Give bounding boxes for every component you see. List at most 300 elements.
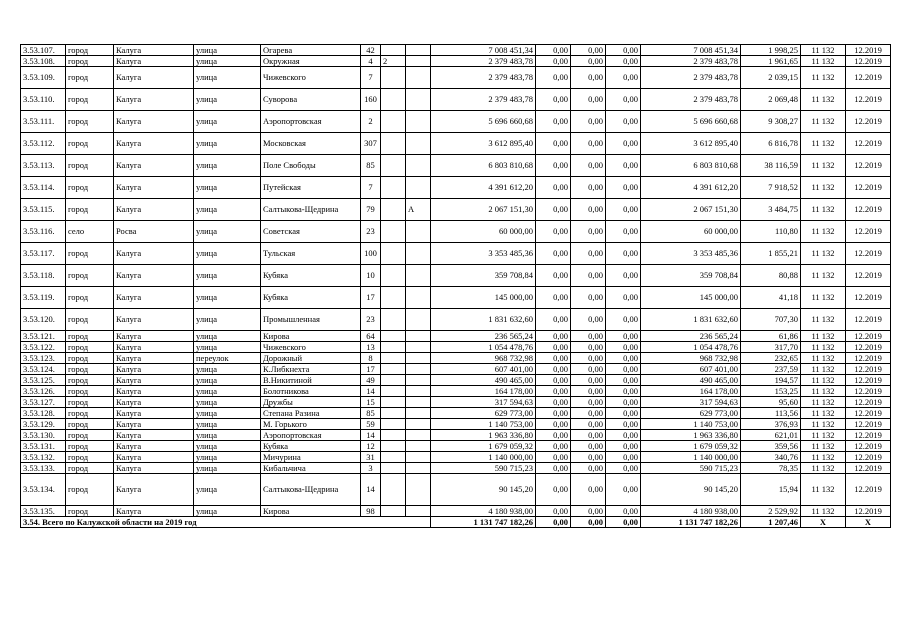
- cell-settlement-type: город: [66, 474, 114, 506]
- cell-street: Чижевского: [261, 67, 361, 89]
- cell-limit: 11 132: [801, 506, 846, 517]
- cell-settlement-type: город: [66, 353, 114, 364]
- table-row: [21, 463, 891, 474]
- cell-col-d: 3 353 485,36: [641, 243, 741, 265]
- cell-total-cost: 1 963 336,80: [431, 430, 536, 441]
- cell-settlement: Калуга: [114, 397, 194, 408]
- cell-col-a: 0,00: [536, 430, 571, 441]
- cell-settlement: Калуга: [114, 506, 194, 517]
- cell-house: 13: [361, 342, 381, 353]
- cell-house: 3: [361, 463, 381, 474]
- cell-col-a: 0,00: [536, 441, 571, 452]
- cell-date: 12.2019: [846, 397, 891, 408]
- cell-id: 3.53.108.: [21, 56, 66, 67]
- cell-total-cost: 4 391 612,20: [431, 177, 536, 199]
- table-row: [21, 386, 891, 397]
- cell-date: 12.2019: [846, 353, 891, 364]
- cell-building: [381, 452, 406, 463]
- table-row: [21, 506, 891, 517]
- cell-building: [381, 408, 406, 419]
- cell-house: 307: [361, 133, 381, 155]
- cell-date: 12.2019: [846, 309, 891, 331]
- cell-col-d: 4 180 938,00: [641, 506, 741, 517]
- cell-col-b: 0,00: [571, 199, 606, 221]
- cell-house: 2: [361, 111, 381, 133]
- cell-col-d: 490 465,00: [641, 375, 741, 386]
- cell-limit: 11 132: [801, 430, 846, 441]
- cell-cost-per-m2: 110,80: [741, 221, 801, 243]
- cell-col-d: 236 565,24: [641, 331, 741, 342]
- cell-building: 2: [381, 56, 406, 67]
- cell-house: 23: [361, 221, 381, 243]
- cell-cost-per-m2: 2 529,92: [741, 506, 801, 517]
- cell-col-a: 0,00: [536, 243, 571, 265]
- cell-street-type: улица: [194, 463, 261, 474]
- cell-letter: [406, 474, 431, 506]
- cell-col-c: 0,00: [606, 177, 641, 199]
- cell-building: [381, 419, 406, 430]
- cell-col-b: 0,00: [571, 331, 606, 342]
- table-row: [21, 221, 891, 243]
- cell-letter: [406, 506, 431, 517]
- cell-limit: 11 132: [801, 342, 846, 353]
- cell-settlement-type: город: [66, 67, 114, 89]
- cell-col-a: 0,00: [536, 45, 571, 56]
- cell-id: 3.53.107.: [21, 45, 66, 56]
- table-row: [21, 133, 891, 155]
- cell-total-cost: 1 140 753,00: [431, 419, 536, 430]
- cell-letter: [406, 375, 431, 386]
- cell-settlement: Калуга: [114, 331, 194, 342]
- cell-building: [381, 386, 406, 397]
- cell-limit: 11 132: [801, 265, 846, 287]
- cell-house: 23: [361, 309, 381, 331]
- cell-total-cost: 1 140 000,00: [431, 452, 536, 463]
- cell-house: 10: [361, 265, 381, 287]
- cell-col-c: 0,00: [606, 386, 641, 397]
- cell-settlement: Калуга: [114, 474, 194, 506]
- cell-id: 3.53.120.: [21, 309, 66, 331]
- cell-date: 12.2019: [846, 408, 891, 419]
- cell-col-c: 0,00: [606, 287, 641, 309]
- cell-id: 3.53.129.: [21, 419, 66, 430]
- cell-street-type: улица: [194, 199, 261, 221]
- cell-col-a: 0,00: [536, 265, 571, 287]
- cell-id: 3.53.128.: [21, 408, 66, 419]
- cell-street-type: улица: [194, 331, 261, 342]
- cell-col-b: 0,00: [571, 177, 606, 199]
- cell-building: [381, 133, 406, 155]
- cell-cost-per-m2: 2 069,48: [741, 89, 801, 111]
- cell-building: [381, 331, 406, 342]
- cell-building: [381, 111, 406, 133]
- cell-settlement-type: город: [66, 386, 114, 397]
- cell-col-b: 0,00: [571, 506, 606, 517]
- cell-letter: [406, 397, 431, 408]
- cell-settlement-type: город: [66, 155, 114, 177]
- cell-settlement: Калуга: [114, 287, 194, 309]
- cell-settlement: Калуга: [114, 342, 194, 353]
- cell-street-type: улица: [194, 265, 261, 287]
- cell-date: 12.2019: [846, 463, 891, 474]
- cell-house: 42: [361, 45, 381, 56]
- cell-id: 3.53.127.: [21, 397, 66, 408]
- table-row: [21, 111, 891, 133]
- cell-settlement: Калуга: [114, 375, 194, 386]
- cell-letter: [406, 67, 431, 89]
- cell-date: 12.2019: [846, 441, 891, 452]
- cell-col-c: 0,00: [606, 375, 641, 386]
- total-limit: X: [801, 517, 846, 528]
- cell-id: 3.53.131.: [21, 441, 66, 452]
- cell-street: Салтыкова-Щедрина: [261, 474, 361, 506]
- cell-building: [381, 474, 406, 506]
- table-row: [21, 342, 891, 353]
- table-row: [21, 67, 891, 89]
- cell-cost-per-m2: 41,18: [741, 287, 801, 309]
- cell-date: 12.2019: [846, 89, 891, 111]
- cell-cost-per-m2: 237,59: [741, 364, 801, 375]
- cell-id: 3.53.116.: [21, 221, 66, 243]
- cell-limit: 11 132: [801, 397, 846, 408]
- cell-settlement: Калуга: [114, 111, 194, 133]
- cell-limit: 11 132: [801, 331, 846, 342]
- cell-letter: [406, 452, 431, 463]
- total-total-cost: 1 131 747 182,26: [431, 517, 536, 528]
- cell-date: 12.2019: [846, 265, 891, 287]
- cell-cost-per-m2: 232,65: [741, 353, 801, 364]
- cell-house: 4: [361, 56, 381, 67]
- cell-limit: 11 132: [801, 56, 846, 67]
- cell-col-b: 0,00: [571, 265, 606, 287]
- cell-street-type: улица: [194, 452, 261, 463]
- cell-street-type: улица: [194, 375, 261, 386]
- cell-col-d: 2 379 483,78: [641, 67, 741, 89]
- cell-col-b: 0,00: [571, 419, 606, 430]
- cell-cost-per-m2: 7 918,52: [741, 177, 801, 199]
- cell-letter: [406, 111, 431, 133]
- cell-settlement: Калуга: [114, 133, 194, 155]
- cell-settlement: Калуга: [114, 452, 194, 463]
- cell-letter: [406, 342, 431, 353]
- table-row: [21, 452, 891, 463]
- table-row: [21, 441, 891, 452]
- cell-house: 85: [361, 155, 381, 177]
- cell-house: 14: [361, 474, 381, 506]
- cell-letter: [406, 221, 431, 243]
- cell-total-cost: 590 715,23: [431, 463, 536, 474]
- cell-cost-per-m2: 61,86: [741, 331, 801, 342]
- cell-col-d: 164 178,00: [641, 386, 741, 397]
- table-row: [21, 331, 891, 342]
- cell-col-b: 0,00: [571, 342, 606, 353]
- cell-col-a: 0,00: [536, 309, 571, 331]
- cell-col-c: 0,00: [606, 419, 641, 430]
- cell-total-cost: 2 379 483,78: [431, 89, 536, 111]
- cell-letter: [406, 441, 431, 452]
- cell-house: 17: [361, 364, 381, 375]
- cell-date: 12.2019: [846, 155, 891, 177]
- table-row: [21, 287, 891, 309]
- cell-settlement-type: город: [66, 408, 114, 419]
- cell-col-a: 0,00: [536, 463, 571, 474]
- cell-cost-per-m2: 95,60: [741, 397, 801, 408]
- table-row: [21, 56, 891, 67]
- cell-col-b: 0,00: [571, 474, 606, 506]
- cell-total-cost: 2 067 151,30: [431, 199, 536, 221]
- cell-col-d: 1 054 478,76: [641, 342, 741, 353]
- cell-letter: [406, 177, 431, 199]
- cell-limit: 11 132: [801, 133, 846, 155]
- cell-id: 3.53.118.: [21, 265, 66, 287]
- cell-limit: 11 132: [801, 67, 846, 89]
- cell-id: 3.53.109.: [21, 67, 66, 89]
- table-row: [21, 309, 891, 331]
- cell-street-type: улица: [194, 408, 261, 419]
- table-row: [21, 375, 891, 386]
- cell-date: 12.2019: [846, 474, 891, 506]
- cell-col-d: 145 000,00: [641, 287, 741, 309]
- cell-street-type: улица: [194, 111, 261, 133]
- cell-settlement-type: город: [66, 265, 114, 287]
- cell-street-type: улица: [194, 419, 261, 430]
- total-col-d: 1 131 747 182,26: [641, 517, 741, 528]
- table-row: [21, 474, 891, 506]
- cell-street-type: улица: [194, 309, 261, 331]
- cell-building: [381, 375, 406, 386]
- cell-id: 3.53.124.: [21, 364, 66, 375]
- total-label: 3.54. Всего по Калужской области на 2019 год: [21, 517, 431, 528]
- cell-street-type: улица: [194, 430, 261, 441]
- cell-col-a: 0,00: [536, 221, 571, 243]
- cell-col-c: 0,00: [606, 331, 641, 342]
- cell-col-a: 0,00: [536, 386, 571, 397]
- cell-limit: 11 132: [801, 45, 846, 56]
- cell-col-b: 0,00: [571, 287, 606, 309]
- cell-col-b: 0,00: [571, 155, 606, 177]
- cell-street-type: улица: [194, 45, 261, 56]
- cell-building: [381, 353, 406, 364]
- cell-letter: [406, 56, 431, 67]
- cell-col-b: 0,00: [571, 56, 606, 67]
- cell-settlement-type: город: [66, 375, 114, 386]
- cell-total-cost: 1 679 059,32: [431, 441, 536, 452]
- cell-cost-per-m2: 6 816,78: [741, 133, 801, 155]
- cell-street: Окружная: [261, 56, 361, 67]
- cell-settlement: Калуга: [114, 419, 194, 430]
- table-row: [21, 364, 891, 375]
- cell-col-c: 0,00: [606, 133, 641, 155]
- cell-total-cost: 3 612 895,40: [431, 133, 536, 155]
- cell-id: 3.53.112.: [21, 133, 66, 155]
- cell-limit: 11 132: [801, 474, 846, 506]
- cell-limit: 11 132: [801, 89, 846, 111]
- cell-street-type: улица: [194, 397, 261, 408]
- cell-street: Аэропортовская: [261, 430, 361, 441]
- cell-col-d: 359 708,84: [641, 265, 741, 287]
- cell-col-a: 0,00: [536, 397, 571, 408]
- cell-col-c: 0,00: [606, 199, 641, 221]
- cell-date: 12.2019: [846, 364, 891, 375]
- cell-settlement-type: город: [66, 287, 114, 309]
- cell-date: 12.2019: [846, 331, 891, 342]
- cell-col-b: 0,00: [571, 408, 606, 419]
- cell-limit: 11 132: [801, 441, 846, 452]
- cell-col-a: 0,00: [536, 452, 571, 463]
- cell-col-a: 0,00: [536, 331, 571, 342]
- cell-street-type: улица: [194, 506, 261, 517]
- cell-house: 98: [361, 506, 381, 517]
- cell-street: Поле Свободы: [261, 155, 361, 177]
- cell-building: [381, 342, 406, 353]
- cell-col-b: 0,00: [571, 463, 606, 474]
- cell-id: 3.53.115.: [21, 199, 66, 221]
- cell-street-type: улица: [194, 441, 261, 452]
- cell-date: 12.2019: [846, 177, 891, 199]
- cell-settlement-type: город: [66, 506, 114, 517]
- cell-cost-per-m2: 359,56: [741, 441, 801, 452]
- cell-col-d: 1 140 000,00: [641, 452, 741, 463]
- cell-settlement-type: город: [66, 441, 114, 452]
- cell-street: Путейская: [261, 177, 361, 199]
- cell-col-d: 1 831 632,60: [641, 309, 741, 331]
- cell-col-c: 0,00: [606, 463, 641, 474]
- cell-street: Салтыкова-Щедрина: [261, 199, 361, 221]
- cell-letter: [406, 408, 431, 419]
- cell-id: 3.53.132.: [21, 452, 66, 463]
- cell-col-a: 0,00: [536, 67, 571, 89]
- cell-col-c: 0,00: [606, 265, 641, 287]
- total-col-b: 0,00: [571, 517, 606, 528]
- cell-total-cost: 6 803 810,68: [431, 155, 536, 177]
- cell-house: 64: [361, 331, 381, 342]
- cell-col-d: 317 594,63: [641, 397, 741, 408]
- cell-total-cost: 164 178,00: [431, 386, 536, 397]
- cell-street: Мичурина: [261, 452, 361, 463]
- cell-limit: 11 132: [801, 155, 846, 177]
- cell-building: [381, 364, 406, 375]
- cell-settlement: Калуга: [114, 199, 194, 221]
- cell-settlement: Калуга: [114, 386, 194, 397]
- table-row: [21, 430, 891, 441]
- cell-settlement-type: город: [66, 397, 114, 408]
- cell-letter: [406, 331, 431, 342]
- cell-street: Кибальчича: [261, 463, 361, 474]
- cell-building: [381, 89, 406, 111]
- table-row: [21, 397, 891, 408]
- cell-street-type: улица: [194, 56, 261, 67]
- cell-house: 85: [361, 408, 381, 419]
- cell-house: 12: [361, 441, 381, 452]
- cell-id: 3.53.130.: [21, 430, 66, 441]
- cell-col-a: 0,00: [536, 89, 571, 111]
- cell-building: [381, 221, 406, 243]
- cell-cost-per-m2: 1 855,21: [741, 243, 801, 265]
- table-row: [21, 155, 891, 177]
- cell-total-cost: 145 000,00: [431, 287, 536, 309]
- cell-col-d: 629 773,00: [641, 408, 741, 419]
- cell-letter: [406, 364, 431, 375]
- cell-house: 59: [361, 419, 381, 430]
- cell-date: 12.2019: [846, 243, 891, 265]
- table-row: [21, 265, 891, 287]
- cell-building: [381, 441, 406, 452]
- cell-settlement-type: город: [66, 309, 114, 331]
- cell-col-a: 0,00: [536, 375, 571, 386]
- cell-street: Кубяка: [261, 287, 361, 309]
- cell-cost-per-m2: 194,57: [741, 375, 801, 386]
- cell-col-a: 0,00: [536, 474, 571, 506]
- cell-street: Чижевского: [261, 342, 361, 353]
- cell-limit: 11 132: [801, 199, 846, 221]
- cell-settlement-type: город: [66, 111, 114, 133]
- total-date: X: [846, 517, 891, 528]
- cell-cost-per-m2: 78,35: [741, 463, 801, 474]
- cell-house: 7: [361, 67, 381, 89]
- total-col-a: 0,00: [536, 517, 571, 528]
- cell-id: 3.53.113.: [21, 155, 66, 177]
- cell-letter: [406, 353, 431, 364]
- cell-letter: [406, 265, 431, 287]
- cell-col-a: 0,00: [536, 506, 571, 517]
- cell-limit: 11 132: [801, 287, 846, 309]
- cell-settlement: Калуга: [114, 243, 194, 265]
- cell-col-b: 0,00: [571, 309, 606, 331]
- cell-street: Тульская: [261, 243, 361, 265]
- cell-house: 79: [361, 199, 381, 221]
- cell-id: 3.53.123.: [21, 353, 66, 364]
- cell-settlement-type: город: [66, 45, 114, 56]
- cell-total-cost: 968 732,98: [431, 353, 536, 364]
- cell-total-cost: 2 379 483,78: [431, 56, 536, 67]
- cell-street: М. Горького: [261, 419, 361, 430]
- cell-total-cost: 90 145,20: [431, 474, 536, 506]
- cell-total-cost: 317 594,63: [431, 397, 536, 408]
- cell-col-b: 0,00: [571, 364, 606, 375]
- cell-total-cost: 236 565,24: [431, 331, 536, 342]
- table-row: [21, 45, 891, 56]
- cell-total-cost: 607 401,00: [431, 364, 536, 375]
- cell-house: 7: [361, 177, 381, 199]
- cell-limit: 11 132: [801, 243, 846, 265]
- cell-building: [381, 463, 406, 474]
- cell-col-b: 0,00: [571, 353, 606, 364]
- cell-cost-per-m2: 80,88: [741, 265, 801, 287]
- cell-settlement: Калуга: [114, 89, 194, 111]
- cell-col-c: 0,00: [606, 342, 641, 353]
- cell-street-type: улица: [194, 474, 261, 506]
- cell-settlement-type: город: [66, 177, 114, 199]
- cell-street-type: улица: [194, 364, 261, 375]
- cell-street: Болотникова: [261, 386, 361, 397]
- cell-limit: 11 132: [801, 111, 846, 133]
- cell-settlement-type: город: [66, 331, 114, 342]
- cell-limit: 11 132: [801, 375, 846, 386]
- cell-date: 12.2019: [846, 430, 891, 441]
- cell-col-a: 0,00: [536, 199, 571, 221]
- cell-total-cost: 490 465,00: [431, 375, 536, 386]
- cell-limit: 11 132: [801, 452, 846, 463]
- cell-cost-per-m2: 317,70: [741, 342, 801, 353]
- cell-settlement-type: село: [66, 221, 114, 243]
- cell-street-type: улица: [194, 243, 261, 265]
- cell-col-c: 0,00: [606, 474, 641, 506]
- cell-street-type: улица: [194, 89, 261, 111]
- cell-col-d: 1 963 336,80: [641, 430, 741, 441]
- cell-col-a: 0,00: [536, 287, 571, 309]
- cell-col-a: 0,00: [536, 419, 571, 430]
- cell-settlement: Калуга: [114, 463, 194, 474]
